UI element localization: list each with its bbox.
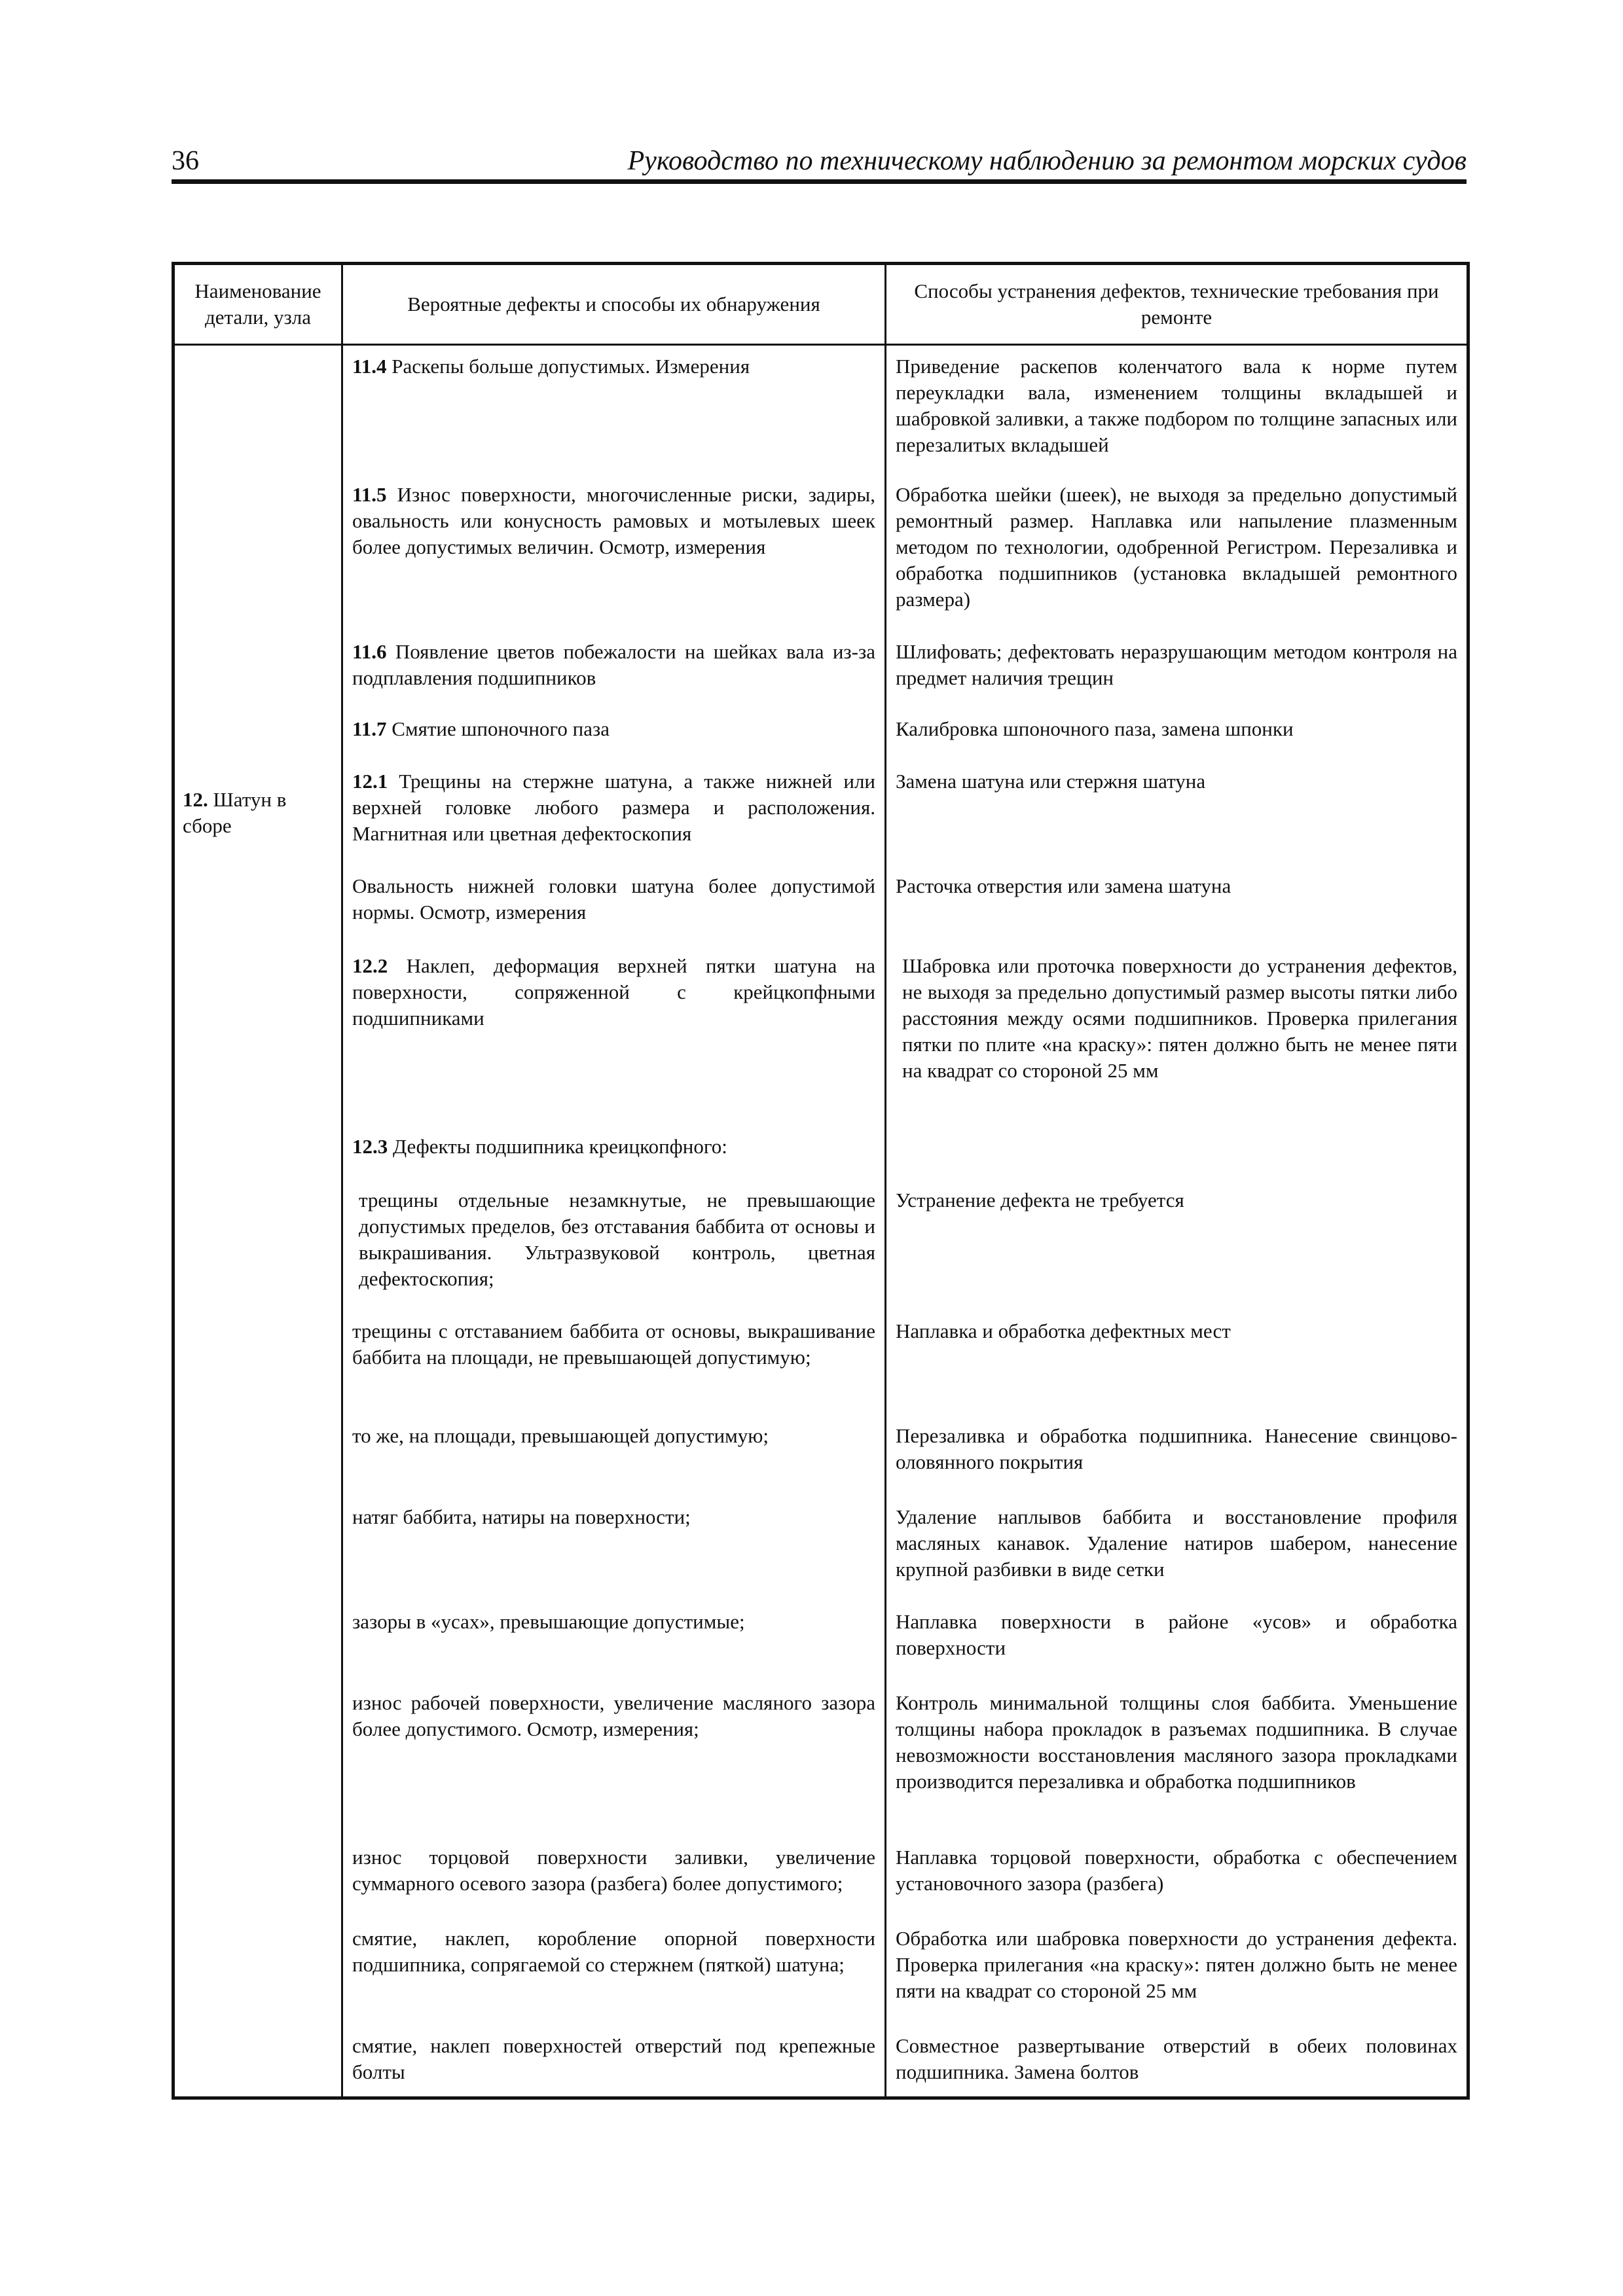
header-rule [172, 179, 1467, 184]
remedy-item: Наплавка и обработка дефектных мест [896, 1319, 1231, 1342]
defect-number: 11.4 [352, 355, 387, 378]
remedy-item: Перезаливка и обработка подшипника. Нанесение свинцово-оловянного покрытия [896, 1424, 1457, 1473]
defect-item [352, 953, 875, 1134]
defect-number: 11.5 [352, 483, 387, 506]
defect-item [352, 639, 875, 716]
defect-text: Появление цветов побежалости на шейках вала из-за подплавления подшипников [352, 640, 875, 689]
remedy-item: Обработка шейки (шеек), не выходя за предельно допустимый ремонтный размер. Наплавка или напыление плазменным методом по технологии, одобренной Регистром. Перезаливка и обработка подшипников (установка вкладышей ремонтного размера) [896, 483, 1457, 611]
defect-item [352, 1423, 875, 1504]
defect-item [352, 873, 875, 953]
defect-item [352, 353, 875, 482]
page-header [172, 143, 1467, 182]
part-name-text: Шатун в сборе [183, 788, 287, 837]
column-header-defects: Вероятные дефекты и способы их обнаружения [342, 264, 886, 345]
defect-number: 11.6 [352, 640, 387, 663]
defect-text: Дефекты подшипника креицкопфного: [393, 1135, 727, 1158]
defect-number: 12.2 [352, 954, 388, 977]
defect-item [352, 716, 875, 768]
defect-item [352, 1690, 875, 1844]
defect-text: износ рабочей поверхности, увеличение масляного зазора более допустимого. Осмотр, измерения; [352, 1691, 875, 1740]
remedy-item: Замена шатуна или стержня шатуна [896, 770, 1206, 793]
remedy-item: Совместное развертывание отверстий в обеих половинах подшипника. Замена болтов [896, 2034, 1457, 2083]
part-number: 12. [183, 788, 208, 811]
remedy-item: Обработка или шабровка поверхности до устранения дефекта. Проверка прилегания «на краску»: пятен должно быть не менее пяти на квадрат со стороной 25 мм [896, 1927, 1457, 2002]
remedy-item: Калибровка шпоночного паза, замена шпонки [896, 717, 1294, 740]
defect-text: Износ поверхности, многочисленные риски, задиры, овальность или конусность рамовых и мотылевых шеек более допустимых величин. Осмотр, измерения [352, 483, 876, 558]
defect-text: трещины с отставанием баббита от основы, выкрашивание баббита на площади, не превышающей допустимую; [352, 1319, 875, 1369]
running-title: Руководство по техническому наблюдению за ремонтом морских судов [627, 146, 1467, 176]
defect-text: Трещины на стержне шатуна, а также нижней или верхней головке любого размера и расположения. Магнитная или цветная дефектоскопия [352, 770, 876, 845]
remedy-item [896, 1134, 1457, 1187]
column-header-remedies: Способы устранения дефектов, технические требования при ремонте [886, 264, 1468, 345]
defect-text: Смятие шпоночного паза [392, 717, 610, 740]
remedy-item: Наплавка поверхности в районе «усов» и обработка поверхности [896, 1610, 1457, 1659]
remedy-item: Наплавка торцовой поверхности, обработка с обеспечением установочного зазора (разбега) [896, 1846, 1457, 1895]
defect-text: смятие, наклеп поверхностей отверстий под крепежные болты [352, 2034, 875, 2083]
defect-number: 11.7 [352, 717, 387, 740]
defect-item [352, 768, 875, 873]
defect-item [352, 1504, 875, 1609]
defect-text: смятие, наклеп, коробление опорной поверхности подшипника, сопрягаемой со стержнем (пяткой) шатуна; [352, 1927, 875, 1976]
remedy-item: Шабровка или проточка поверхности до устранения дефектов, не выходя за предельно допустимый размер высоты пятки либо расстояния между осями подшипников. Проверка прилегания пятки по плите «на краску»: пятен должно быть не менее пяти на квадрат со стороной 25 мм [902, 954, 1457, 1082]
remedy-item: Контроль минимальной толщины слоя баббита. Уменьшение толщины набора прокладок в разъемах подшипника. В случае невозможности восстановления масляного зазора прокладками производится перезаливка и обработка подшипников [896, 1691, 1457, 1793]
remedy-item: Шлифовать; дефектовать неразрушающим методом контроля на предмет наличия трещин [896, 640, 1457, 689]
defect-item [352, 1187, 875, 1318]
defect-number: 12.1 [352, 770, 388, 793]
remedy-item: Расточка отверстия или замена шатуна [896, 874, 1231, 897]
part-name-cell [173, 345, 342, 2098]
defect-item [352, 2033, 875, 2085]
defect-item [352, 1844, 875, 1926]
defect-text: Наклеп, деформация верхней пятки шатуна на поверхности, сопряженной с крейцкопфными подшипниками [352, 954, 876, 1030]
table-header-row [173, 264, 1468, 345]
defect-text: Раскепы больше допустимых. Измерения [392, 355, 750, 378]
defect-item [352, 482, 875, 639]
defect-text: износ торцовой поверхности заливки, увеличение суммарного осевого зазора (разбега) более допустимого; [352, 1846, 875, 1895]
table-body-row [173, 345, 1468, 2098]
column-header-part: Наименование детали, узла [173, 264, 342, 345]
defect-text: трещины отдельные незамкнутые, не превышающие допустимых пределов, без отставания баббита от основы и выкрашивания. Ультразвуковой контроль, цветная дефектоскопия; [359, 1189, 875, 1290]
defects-column [342, 345, 886, 2098]
defect-text: натяг баббита, натиры на поверхности; [352, 1505, 691, 1528]
defect-item [352, 1134, 875, 1187]
part-name [183, 787, 333, 839]
defect-text: зазоры в «усах», превышающие допустимые; [352, 1610, 745, 1633]
page-number: 36 [172, 146, 199, 176]
defect-item [352, 1926, 875, 2033]
remedies-column [886, 345, 1468, 2098]
remedy-item: Приведение раскепов коленчатого вала к норме путем переукладки вала, изменением толщины вкладышей и шабровкой заливки, а также подбором по толщине запасных или перезалитых вкладышей [896, 355, 1457, 456]
defect-text: Овальность нижней головки шатуна более допустимой нормы. Осмотр, измерения [352, 874, 875, 924]
defect-text: то же, на площади, превышающей допустимую; [352, 1424, 769, 1447]
defects-table [172, 262, 1470, 2100]
defect-item [352, 1318, 875, 1423]
remedy-item: Устранение дефекта не требуется [896, 1189, 1184, 1211]
defect-number: 12.3 [352, 1135, 388, 1158]
remedy-item: Удаление наплывов баббита и восстановление профиля масляных канавок. Удаление натиров шабером, нанесение крупной разбивки в виде сетки [896, 1505, 1457, 1581]
defect-item [352, 1609, 875, 1690]
